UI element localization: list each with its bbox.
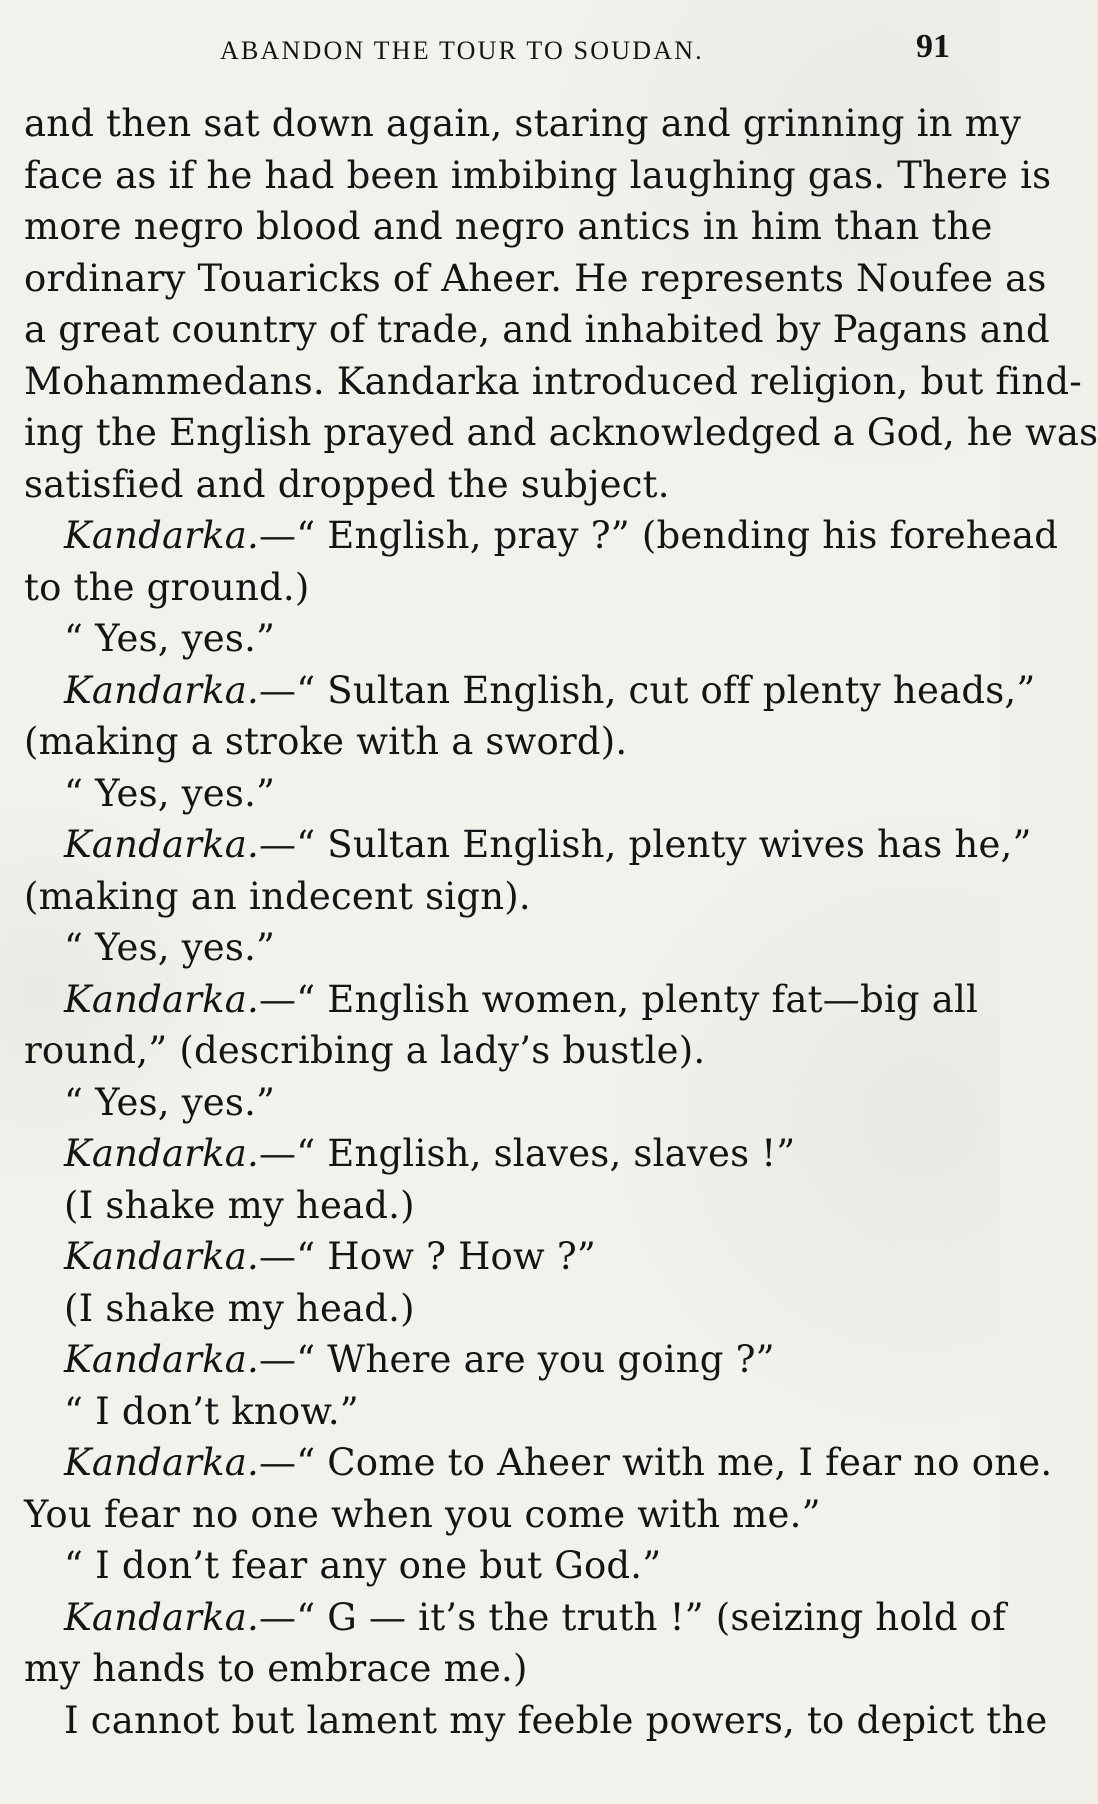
dialogue-text: —“ Where are you going ?” (259, 1338, 775, 1381)
line-text: Mohammedans. Kandarka introduced religion, but find- (24, 359, 1082, 403)
line-text: ordinary Touaricks of Aheer. He represents Noufee as (24, 256, 1047, 300)
dialogue-text: —“ How ? How ?” (259, 1235, 596, 1278)
text-line (24, 1025, 964, 1077)
speaker-name: Kandarka. (64, 1338, 260, 1381)
stage-direction (24, 1283, 964, 1335)
text-line (24, 1643, 964, 1695)
text-line (24, 1489, 964, 1541)
text-line (24, 201, 993, 253)
body-text (24, 98, 1098, 1746)
stage-direction-text: (I shake my head.) (64, 1286, 415, 1330)
dialogue-line (24, 1128, 964, 1180)
line-text: my hands to embrace me.) (24, 1647, 528, 1690)
dialogue-text: —“ English, slaves, slaves !” (259, 1132, 796, 1175)
line-text: (making an indecent sign). (24, 874, 531, 918)
dialogue-line (24, 665, 1036, 717)
dialogue-line (24, 1592, 1007, 1644)
speaker-name: Kandarka. (64, 668, 260, 712)
line-text: more negro blood and negro antics in him than the (24, 205, 993, 248)
text-line (24, 253, 1047, 305)
running-title: ABANDON THE TOUR TO SOUDAN. (220, 36, 704, 65)
dialogue-text: —“ Sultan English, cut off plenty heads,” (259, 668, 1036, 712)
running-head (0, 28, 1000, 72)
text-line (24, 150, 1052, 202)
text-line (24, 407, 1098, 459)
dialogue-text: —“ G — it’s the truth !” (seizing hold of (259, 1595, 1007, 1639)
dialogue-line (24, 974, 979, 1026)
dialogue-line (24, 510, 1059, 562)
line-text: and then sat down again, staring and grinning in my (24, 102, 1022, 145)
dialogue-text: —“ Sultan English, plenty wives has he,” (259, 823, 1032, 866)
line-text: You fear no one when you come with me.” (24, 1492, 821, 1536)
dialogue-line (24, 1437, 1053, 1489)
reply-text: “ Yes, yes.” (64, 926, 276, 969)
dialogue-line (24, 1334, 964, 1386)
speaker-name: Kandarka. (64, 514, 260, 557)
text-line (24, 562, 964, 614)
text-line (24, 98, 1022, 150)
reply-line (24, 1386, 964, 1438)
reply-line (24, 1077, 964, 1129)
line-text: I cannot but lament my feeble powers, to depict the (64, 1698, 1048, 1742)
text-line (24, 1695, 1048, 1747)
speaker-name: Kandarka. (64, 1235, 260, 1278)
reply-text: “ Yes, yes.” (64, 1080, 276, 1124)
line-text: to the ground.) (24, 565, 310, 609)
line-text: face as if he had been imbibing laughing gas. There is (24, 153, 1052, 197)
reply-text: “ I don’t know.” (64, 1389, 359, 1433)
line-text: (making a stroke with a sword). (24, 720, 628, 763)
speaker-name: Kandarka. (64, 977, 260, 1021)
speaker-name: Kandarka. (64, 1441, 260, 1484)
reply-line (24, 613, 964, 665)
reply-text: “ Yes, yes.” (64, 617, 276, 660)
line-text: satisfied and dropped the subject. (24, 462, 670, 506)
speaker-name: Kandarka. (64, 1595, 260, 1639)
stage-direction-text: (I shake my head.) (64, 1183, 415, 1227)
dialogue-text: —“ English, pray ?” (bending his forehead (259, 514, 1059, 557)
line-text: a great country of trade, and inhabited by Pagans and (24, 308, 1050, 351)
stage-direction (24, 1180, 964, 1232)
line-text: round,” (describing a lady’s bustle). (24, 1029, 706, 1072)
page-number: 91 (916, 28, 950, 65)
text-line (24, 304, 1050, 356)
reply-line (24, 768, 964, 820)
reply-text: “ I don’t fear any one but God.” (64, 1544, 662, 1587)
line-text: ing the English prayed and acknowledged a God, he was (24, 411, 1098, 454)
dialogue-line (24, 819, 1032, 871)
dialogue-line (24, 1231, 964, 1283)
reply-line (24, 922, 964, 974)
reply-line (24, 1540, 964, 1592)
text-line (24, 871, 964, 923)
text-line (24, 356, 1082, 408)
speaker-name: Kandarka. (64, 823, 260, 866)
text-line (24, 459, 964, 511)
reply-text: “ Yes, yes.” (64, 771, 276, 815)
dialogue-text: —“ English women, plenty fat—big all (259, 977, 979, 1021)
speaker-name: Kandarka. (64, 1132, 260, 1175)
dialogue-text: —“ Come to Aheer with me, I fear no one. (259, 1441, 1053, 1484)
text-line (24, 716, 964, 768)
